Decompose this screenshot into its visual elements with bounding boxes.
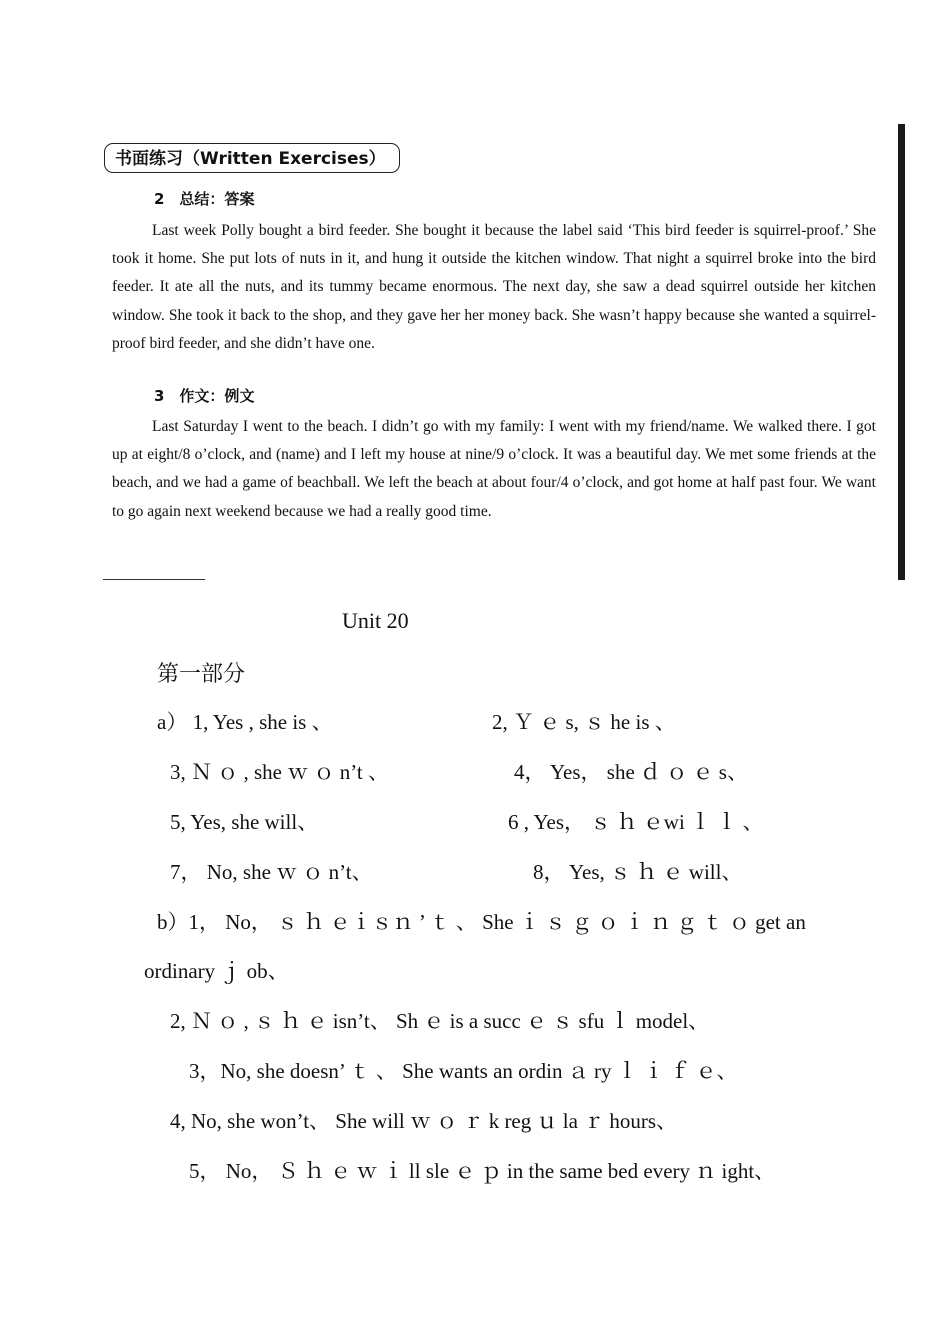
- answer-a3: 3, Ｎ ｏ , she ｗ ｏ n’t 、: [170, 760, 389, 784]
- answer-a7: 7， No, she ｗ ｏ n’t、: [170, 860, 373, 884]
- answer-a1: a） 1, Yes , she is 、: [157, 710, 333, 734]
- answer-b3: 3，No, she doesn’ ｔ 、 She wants an ordin ａ ry ｌ ｉ ｆ ｅ、: [189, 1059, 738, 1083]
- answer-a8: 8， Yes, ｓ ｈ ｅ will、: [533, 860, 743, 884]
- section-2-summary-answer: Last week Polly bought a bird feeder. She bought it because the label said ‘This bird feeder is squirrel-proof.’ She took it home. She put lots of nuts in it, and hung it outside the kitchen window. That night a squirrel broke into the bird feeder. It ate all the nuts, and its tummy became enormous. The next day, she saw a dead squirrel outside her kitchen window. She took it back to the shop, and they gave her her money back. She wasn’t happy because she wanted a squirrel-proof bird feeder, and she didn’t have one.: [112, 222, 876, 352]
- section-3-title: 3 作文：例文: [154, 387, 255, 405]
- written-exercises-header: 书面练习（Written Exercises）: [104, 143, 400, 173]
- answer-b1-line-1: b）1， No， ｓ ｈ ｅｉｓｎ ’ ｔ 、 She ｉ ｓ ｇ ｏ ｉ ｎ ｇ ｔ ｏ get an: [157, 910, 806, 934]
- answer-b2: 2, Ｎ ｏ , ｓ ｈ ｅ isn’t、 Sh ｅ is a succ ｅ ｓ sfu ｌ model、: [170, 1009, 710, 1033]
- section-2-title: 2 总结：答案: [154, 190, 255, 208]
- answer-a4: 4， Yes， she ｄ ｏ ｅ s、: [514, 760, 748, 784]
- answer-b5: 5， No， Ｓ ｈ ｅ ｗ ｉ ll sle ｅ ｐ in the same bed every ｎ ight、: [189, 1159, 776, 1183]
- part-title: 第一部分: [157, 662, 246, 687]
- answer-a6: 6 , Yes， ｓ ｈ ｅwi ｌ ｌ 、: [508, 810, 764, 834]
- footnote-rule: [103, 579, 205, 580]
- answer-b4: 4, No, she won’t、 She will ｗ ｏ ｒ k reg ｕ la ｒ hours、: [170, 1109, 678, 1133]
- answer-a5: 5, Yes, she will、: [170, 810, 319, 834]
- unit-title: Unit 20: [342, 608, 409, 633]
- answer-b1-line-2: ordinary ｊ ob、: [144, 959, 289, 983]
- answer-a2: 2, Ｙ ｅ s, ｓ he is 、: [492, 710, 676, 734]
- section-3-model-essay: Last Saturday I went to the beach. I didn’t go with my family: I went with my friend/name. We walked there. I got up at eight/8 o’clock, and (name) and I left my house at nine/9 o’clock. It was a beautiful day. We met some friends at the beach, and we had a game of beachball. We left the beach at about four/4 o’clock, and got home at half past four. We want to go again next weekend because we had a really good time.: [112, 418, 876, 520]
- scan-edge-shadow: [898, 124, 905, 580]
